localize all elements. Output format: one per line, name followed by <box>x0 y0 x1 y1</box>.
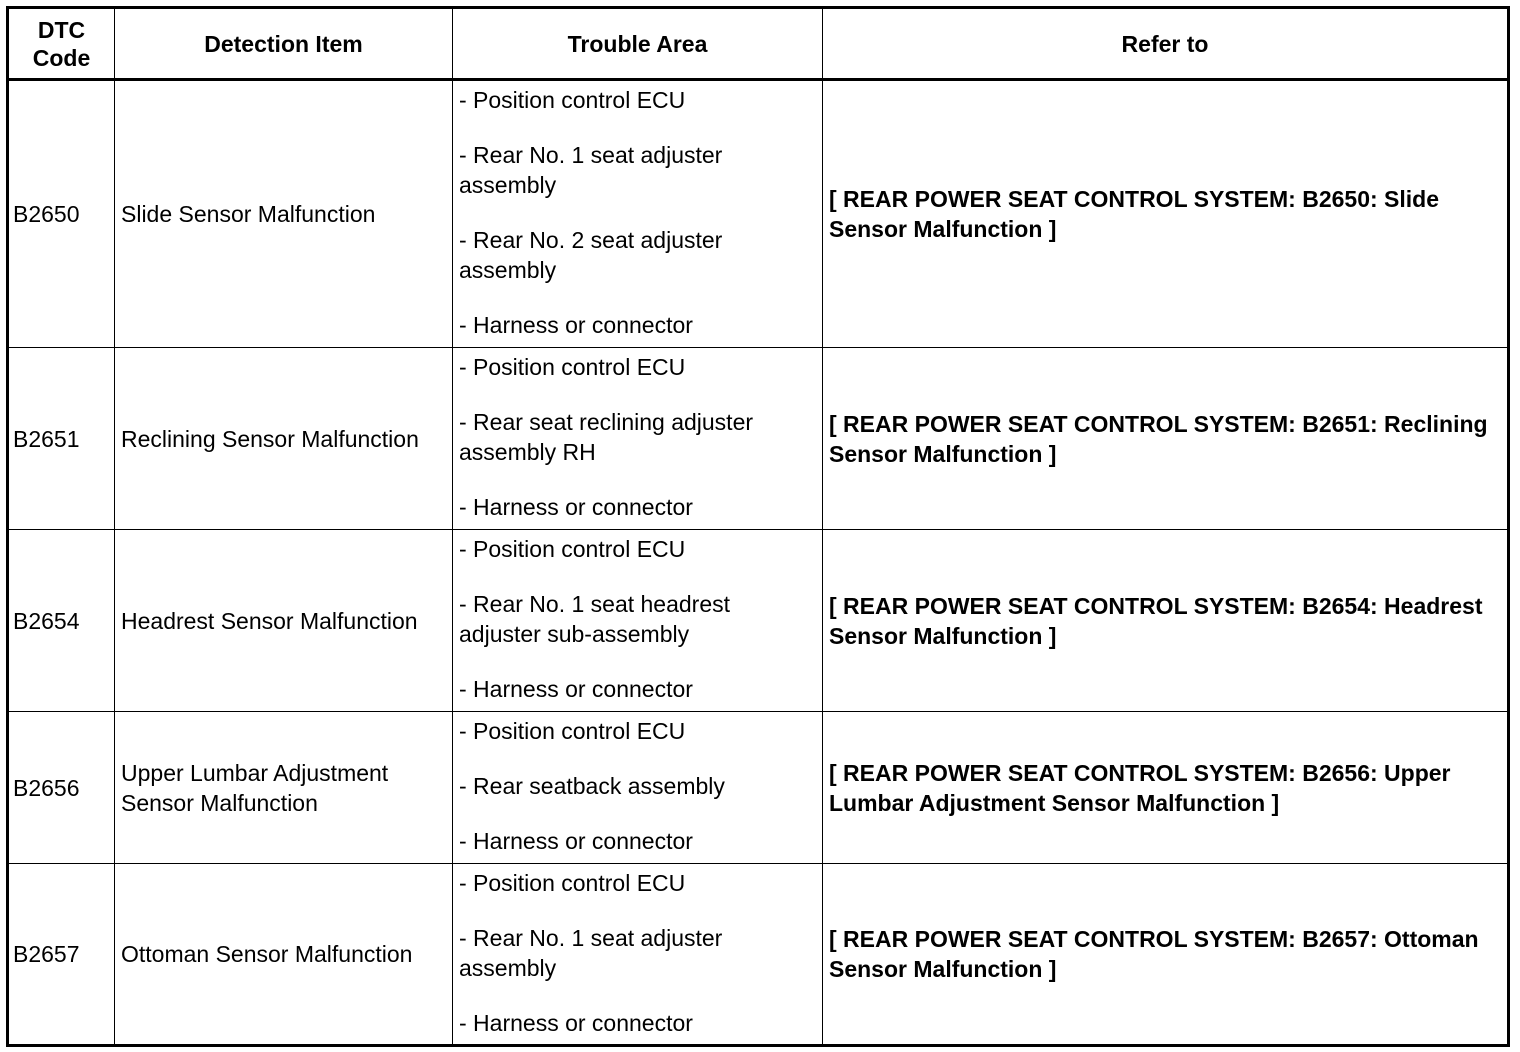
table-row <box>8 712 1509 864</box>
refer-to-link[interactable]: [ REAR POWER SEAT CONTROL SYSTEM: B2657: Ottoman Sensor Malfunction ] <box>823 864 1509 1046</box>
trouble-area-item: - Rear No. 1 seat adjuster assembly <box>459 925 723 981</box>
header-refer-to: Refer to <box>823 8 1509 80</box>
dtc-code-cell: B2654 <box>8 530 115 712</box>
header-dtc-code <box>8 8 115 80</box>
trouble-area-cell <box>453 530 823 712</box>
dtc-code-cell: B2657 <box>8 864 115 1046</box>
header-trouble-area: Trouble Area <box>453 8 823 80</box>
dtc-table-container <box>6 6 1510 1047</box>
trouble-area-item: - Position control ECU <box>459 718 686 744</box>
detection-item-cell: Headrest Sensor Malfunction <box>115 530 453 712</box>
table-row <box>8 864 1509 1046</box>
refer-to-link[interactable]: [ REAR POWER SEAT CONTROL SYSTEM: B2654: Headrest Sensor Malfunction ] <box>823 530 1509 712</box>
dtc-code-cell: B2656 <box>8 712 115 864</box>
trouble-area-item: - Rear seatback assembly <box>459 773 725 799</box>
trouble-area-item: - Rear seat reclining adjuster assembly RH <box>459 409 754 465</box>
trouble-area-item: - Position control ECU <box>459 87 686 113</box>
trouble-area-item: - Rear No. 2 seat adjuster assembly <box>459 227 723 283</box>
trouble-area-item: - Rear No. 1 seat headrest adjuster sub-assembly <box>459 591 731 647</box>
trouble-area-item: - Harness or connector <box>459 1010 693 1036</box>
detection-item-cell: Ottoman Sensor Malfunction <box>115 864 453 1046</box>
trouble-area-item: - Position control ECU <box>459 536 686 562</box>
table-row <box>8 80 1509 348</box>
table-row <box>8 530 1509 712</box>
dtc-code-cell: B2651 <box>8 348 115 530</box>
detection-item-cell: Reclining Sensor Malfunction <box>115 348 453 530</box>
trouble-area-cell <box>453 864 823 1046</box>
trouble-area-item: - Harness or connector <box>459 494 693 520</box>
refer-to-link[interactable]: [ REAR POWER SEAT CONTROL SYSTEM: B2656: Upper Lumbar Adjustment Sensor Malfunction ] <box>823 712 1509 864</box>
trouble-area-item: - Harness or connector <box>459 676 693 702</box>
dtc-table <box>6 6 1510 1047</box>
header-detection-item: Detection Item <box>115 8 453 80</box>
table-header <box>8 8 1509 80</box>
trouble-area-item: - Position control ECU <box>459 870 686 896</box>
trouble-area-cell <box>453 712 823 864</box>
trouble-area-cell <box>453 80 823 348</box>
trouble-area-item: - Harness or connector <box>459 828 693 854</box>
trouble-area-item: - Harness or connector <box>459 312 693 338</box>
detection-item-cell: Upper Lumbar Adjustment Sensor Malfunction <box>115 712 453 864</box>
refer-to-link[interactable]: [ REAR POWER SEAT CONTROL SYSTEM: B2650: Slide Sensor Malfunction ] <box>823 80 1509 348</box>
dtc-code-cell: B2650 <box>8 80 115 348</box>
table-body <box>8 80 1509 1046</box>
header-dtc-code-line2: Code <box>32 44 91 71</box>
trouble-area-item: - Position control ECU <box>459 354 686 380</box>
detection-item-cell: Slide Sensor Malfunction <box>115 80 453 348</box>
trouble-area-cell <box>453 348 823 530</box>
trouble-area-item: - Rear No. 1 seat adjuster assembly <box>459 142 723 198</box>
table-row <box>8 348 1509 530</box>
refer-to-link[interactable]: [ REAR POWER SEAT CONTROL SYSTEM: B2651: Reclining Sensor Malfunction ] <box>823 348 1509 530</box>
header-dtc-code-line1: DTC <box>37 16 86 43</box>
header-row <box>8 8 1509 80</box>
